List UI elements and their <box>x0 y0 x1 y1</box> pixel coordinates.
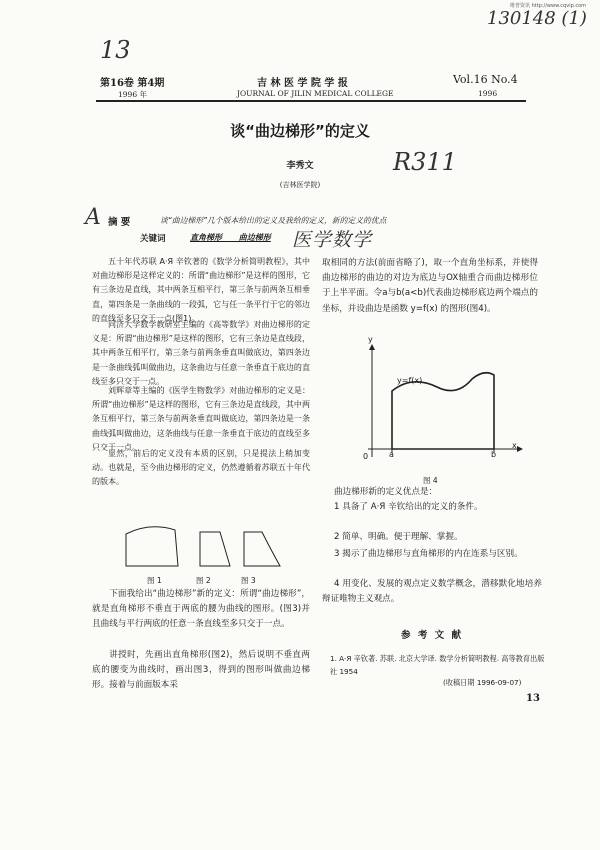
handwritten-mark-a: A <box>85 205 101 230</box>
header-rule <box>96 100 526 102</box>
advantages-intro: 曲边梯形新的定义优点是： <box>334 487 438 497</box>
figure-4-b-label: b <box>491 450 497 459</box>
header-volume-en: Vol.16 No.4 <box>453 73 518 86</box>
left-paragraph-5: 下面我给出“曲边梯形”新的定义：所谓“曲边梯形”，就是直角梯形不垂直于两底的腰为曲线的图形。(图3)并且曲线与平行两底的任意一条直线至多只交于一点。 <box>92 589 310 630</box>
figure-4-curve-label: y=f(x) <box>397 376 423 385</box>
advantage-item: 4 用变化、发展的观点定义数学概念，潜移默化地培养辩证唯物主义观点。 <box>322 579 542 605</box>
abstract-label: 摘 要 <box>108 217 131 228</box>
advantage-item: 3 揭示了曲边梯形与直角梯形的内在连系与区别。 <box>334 549 523 559</box>
article-author: 李秀文 <box>286 161 314 171</box>
header-volume-cn: 第16卷 第4期 <box>100 78 165 89</box>
watermark-label: 维普资讯 http://www.cqvip.com <box>510 3 587 9</box>
figure-1-curved-trapezoid <box>126 527 178 566</box>
handwritten-margin-note: 医学数学 <box>292 229 373 251</box>
advantage-item: 2 简单、明确。便于理解、掌握。 <box>334 532 463 542</box>
header-journal-cn: 吉 林 医 学 院 学 报 <box>257 78 348 89</box>
reference-1: 1. A·Я 辛钦著. 苏联. 北京大学译. 数学分析简明教程. 高等教育出版社 1954 <box>330 654 545 676</box>
figure-4-graph <box>362 335 532 460</box>
header-journal-en: JOURNAL OF JILIN MEDICAL COLLEGE <box>237 89 394 98</box>
figure-3-caption: 图 3 <box>241 576 256 585</box>
received-date: (收稿日期 1996-09-07) <box>443 678 522 687</box>
figure-2-right-trapezoid <box>200 532 230 566</box>
header-year-en: 1996 <box>478 89 498 98</box>
figures-1-to-3 <box>120 520 290 570</box>
left-paragraph-2: 同济大学数学教研室主编的《高等数学》对曲边梯形的定义是：所谓“曲边梯形”是这样的图形，它有三条边是直线段，其中两条互相平行，第三条与前两条垂直叫做底边，第四条边是一条曲线弧叫做曲边，这条曲边与任意一条垂直于底边的直线至多只交于一点。 <box>92 320 310 386</box>
keywords-values: 直角梯形 曲边梯形 <box>190 233 271 242</box>
references-title: 参 考 文 献 <box>401 630 463 641</box>
figure-2-caption: 图 2 <box>196 576 211 585</box>
right-paragraph-1: 取相同的方法(前面省略了)，取一个直角坐标系，并使得曲边梯形的曲边的对边为底边与OX轴重合而曲边梯形位于上半平面。令a与b(a<b)代表曲边梯形底边两个端点的坐标，并设曲边是函数 y=f(x) 的图形(图4)。 <box>322 258 538 314</box>
abstract-text: 谈“曲边梯形”几个版本给出的定义及我给的定义，新的定义的优点 <box>160 216 387 225</box>
figure-4-origin-label: 0 <box>363 452 369 461</box>
left-paragraph-1: 五十年代苏联 A·Я 辛钦著的《数学分析简明教程》，其中对曲边梯形是这样定义的：所谓“曲边梯形”是这样的图形，它有三条边是直线，其中两条互相平行，第三条与前两条互相垂直，第四条是一条曲线的一段弧，它与任一条平行于它的邻边的直线至多只交于一点(图1)。 <box>92 257 310 323</box>
left-paragraph-6: 讲授时，先画出直角梯形(图2)，然后说明不垂直两底的腰变为曲线时，画出图3，得到的图形叫做曲边梯形。接着与前面版本采 <box>92 650 310 691</box>
handwritten-number-top-left: 13 <box>100 36 131 64</box>
figure-4-y-label: y <box>368 335 373 344</box>
article-title: 谈“曲边梯形”的定义 <box>230 122 370 140</box>
header-year-cn: 1996 年 <box>118 90 147 99</box>
advantage-item: 1 具备了 A·Я 辛钦给出的定义的条件。 <box>334 502 483 512</box>
handwritten-class-number: R311 <box>393 148 457 176</box>
left-paragraph-4: 显然，前后的定义没有本质的区别，只是提法上稍加变动。也就是，至今曲边梯形的定义，仍然遵循着苏联五十年代的版本。 <box>92 449 310 487</box>
left-paragraph-3: 刘辉章等主编的《医学生物数学》对曲边梯形的定义是：所谓“曲边梯形”是这样的图形，它有三条边是直线段，其中两条互相平行，第三条与前两条垂直叫做底边，第四条边是一条曲线弧叫做曲边，这条曲线与任意一条垂直于底边的直线至多只交于一点。 <box>92 386 310 452</box>
article-affiliation: (吉林医学院) <box>279 181 321 189</box>
figure-3-curved-leg-trapezoid <box>244 532 280 566</box>
figure-1-caption: 图 1 <box>147 576 162 585</box>
handwritten-number-top-right: 130148 (1) <box>487 8 587 29</box>
page-number: 13 <box>526 693 540 704</box>
figure-4-caption: 图 4 <box>423 476 438 485</box>
figure-4-x-label: x <box>512 441 517 450</box>
figure-4-a-label: a <box>389 450 394 459</box>
keywords-label: 关键词 <box>140 234 166 244</box>
